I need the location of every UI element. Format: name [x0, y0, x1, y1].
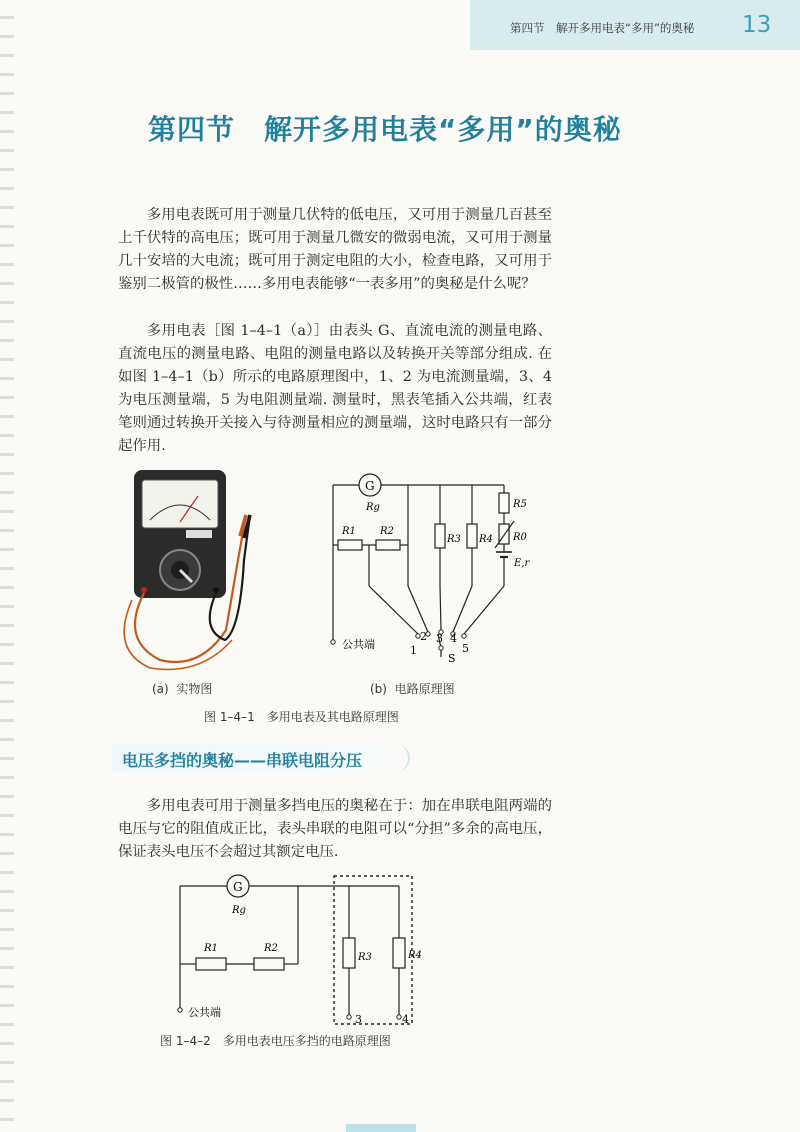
terminal-3-2: 3: [355, 1013, 362, 1026]
terminal-3: 3: [436, 632, 443, 645]
battery-label: E,r: [514, 558, 530, 569]
terminal-5: 5: [462, 642, 469, 655]
r5-label: R5: [513, 499, 527, 510]
rg-label-2: Rg: [232, 905, 246, 916]
switch-label: S: [448, 652, 456, 665]
paragraph-2: 多用电表［图 1–4–1（a）］由表头 G、直流电流的测量电路、直流电压的测量电路、电阻的测量电路以及转换开关等部分组成. 在如图 1–4–1（b）所示的电路原理图中，1、2 为电流测量端，3、4 为电压测量端，5 为电阻测量端. 测量时，黑表笔插入公共端，红表笔则通过转换开关接入与待测量相应的测量端，这时电路只有一部分起作用.: [118, 323, 552, 454]
figure-2-caption: 图 1–4–2 多用电表电压多挡的电路原理图: [160, 1034, 391, 1048]
common-terminal-label-2: 公共端: [188, 1006, 221, 1019]
r1-label-2: R1: [204, 943, 218, 954]
terminal-2: 2: [420, 630, 427, 643]
common-terminal-label: 公共端: [342, 638, 375, 651]
paragraph-3: 多用电表可用于测量多挡电压的奥秘在于：加在串联电阻两端的电压与它的阻值成正比，表头串联的电阻可以“分担”多余的高电压，保证表头电压不会超过其额定电压.: [118, 798, 552, 860]
paragraph-1: 多用电表既可用于测量几伏特的低电压，又可用于测量几百甚至上千伏特的高电压；既可用于测量几微安的微弱电流，又可用于测量几十安培的大电流；既可用于测定电阻的大小，检查电路，又可用于鉴别二极管的极性……多用电表能够“一表多用”的奥秘是什么呢？: [118, 207, 552, 292]
page-title: 第四节 解开多用电表“多用”的奥秘: [148, 113, 622, 146]
terminal-1: 1: [410, 644, 417, 657]
r2-label: R2: [380, 526, 394, 537]
terminal-4: 4: [450, 632, 457, 645]
section-heading-text: 电压多挡的奥秘——串联电阻分压: [122, 751, 363, 770]
running-header: 第四节 解开多用电表“多用”的奥秘: [510, 21, 695, 35]
meter-g-label-2: G: [233, 880, 243, 894]
r1-label: R1: [342, 526, 356, 537]
r4-label: R4: [479, 534, 493, 545]
figure-1-caption: 图 1–4–1 多用电表及其电路原理图: [204, 710, 399, 724]
multimeter-photo: [124, 470, 250, 669]
meter-g-label: G: [365, 479, 375, 493]
page-number: 13: [742, 12, 772, 38]
figure-1-a-label: (a) 实物图: [152, 682, 213, 696]
r2-label-2: R2: [264, 943, 278, 954]
bottom-tab: [346, 1124, 416, 1132]
r3-label-2: R3: [358, 952, 372, 963]
r3-label: R3: [447, 534, 461, 545]
figure-1-b-label: (b) 电路原理图: [370, 682, 455, 696]
rg-label: Rg: [366, 502, 380, 513]
terminal-4-2: 4: [402, 1013, 409, 1026]
section-heading: [112, 744, 412, 772]
r0-label: R0: [513, 532, 527, 543]
r4-label-2: R4: [408, 950, 422, 961]
